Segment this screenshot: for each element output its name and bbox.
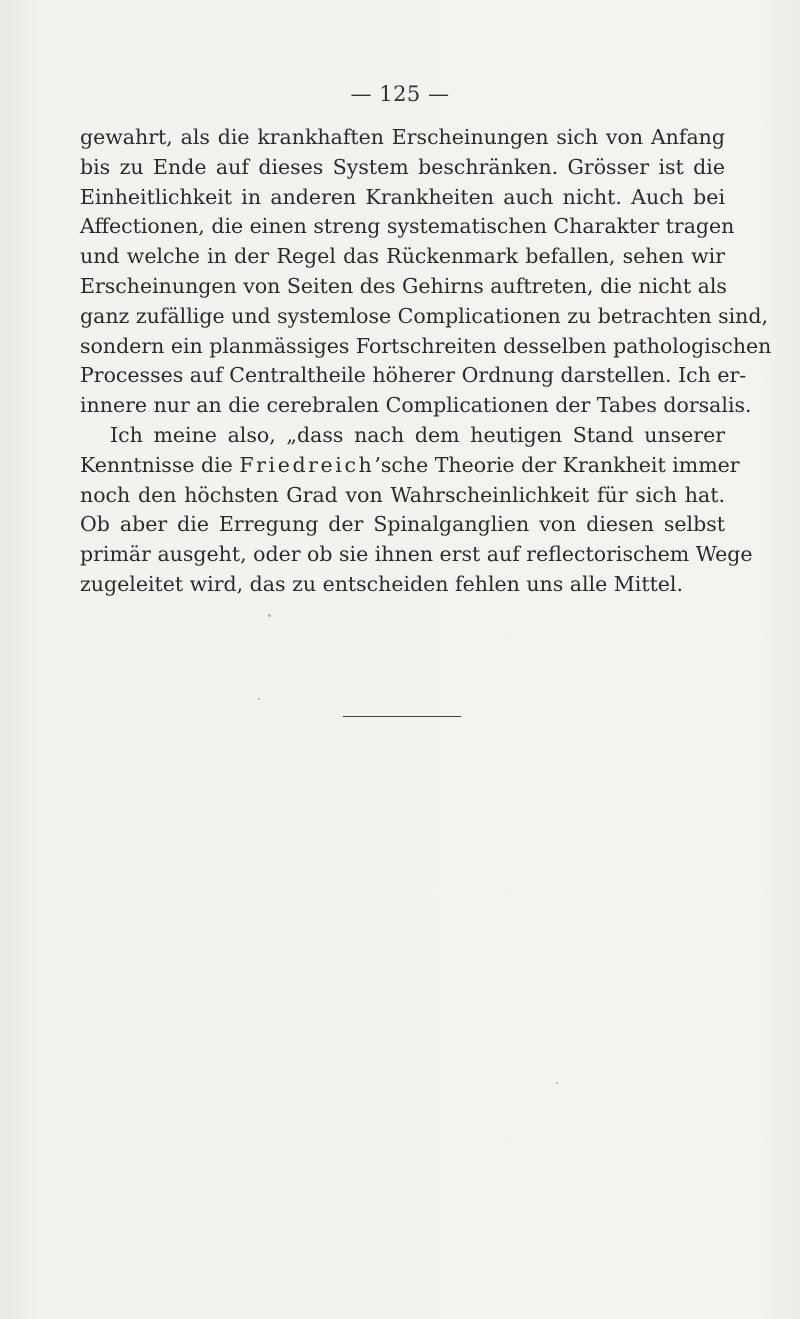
text-line: Ob aber die Erregung der Spinalganglien von diesen selbst (80, 512, 725, 537)
author-name: Friedreich (239, 452, 375, 477)
page-number: — 125 — (350, 82, 450, 106)
paper-speck (268, 614, 271, 617)
paper-speck (556, 1082, 558, 1084)
text-line: ganz zufällige und systemlose Complicationen zu betrachten sind, (80, 303, 768, 328)
text-line: primär ausgeht, oder ob sie ihnen erst auf reflectorischem Wege (80, 542, 753, 567)
text-fragment: ’sche Theorie der Krankheit immer (374, 452, 740, 477)
text-line: noch den höchsten Grad von Wahrscheinlichkeit für sich hat. (80, 482, 725, 507)
section-divider (343, 716, 461, 717)
text-line: Erscheinungen von Seiten des Gehirns auftreten, die nicht als (80, 273, 727, 298)
text-line: zugeleitet wird, das zu entscheiden fehlen uns alle Mittel. (80, 571, 684, 596)
text-line: Affectionen, die einen streng systematischen Charakter tragen (80, 214, 735, 239)
text-line: innere nur an die cerebralen Complicationen der Tabes dorsalis. (80, 393, 752, 418)
text-line: Processes auf Centraltheile höherer Ordnung darstellen. Ich er- (80, 363, 747, 388)
text-line: bis zu Ende auf dieses System beschränken. Grösser ist die (80, 154, 725, 179)
text-line: Einheitlichkeit in anderen Krankheiten auch nicht. Auch bei (80, 184, 725, 209)
text-line (80, 451, 740, 481)
paper-speck (258, 698, 260, 700)
text-line: gewahrt, als die krankhaften Erscheinungen sich von Anfang (80, 125, 725, 149)
text-line: Ich meine also, „dass nach dem heutigen Stand unserer (110, 422, 725, 447)
body-text (80, 123, 772, 600)
text-line: sondern ein planmässiges Fortschreiten desselben pathologischen (80, 333, 772, 358)
text-fragment: Kenntnisse die (80, 452, 240, 477)
text-line: und welche in der Regel das Rückenmark befallen, sehen wir (80, 244, 725, 269)
